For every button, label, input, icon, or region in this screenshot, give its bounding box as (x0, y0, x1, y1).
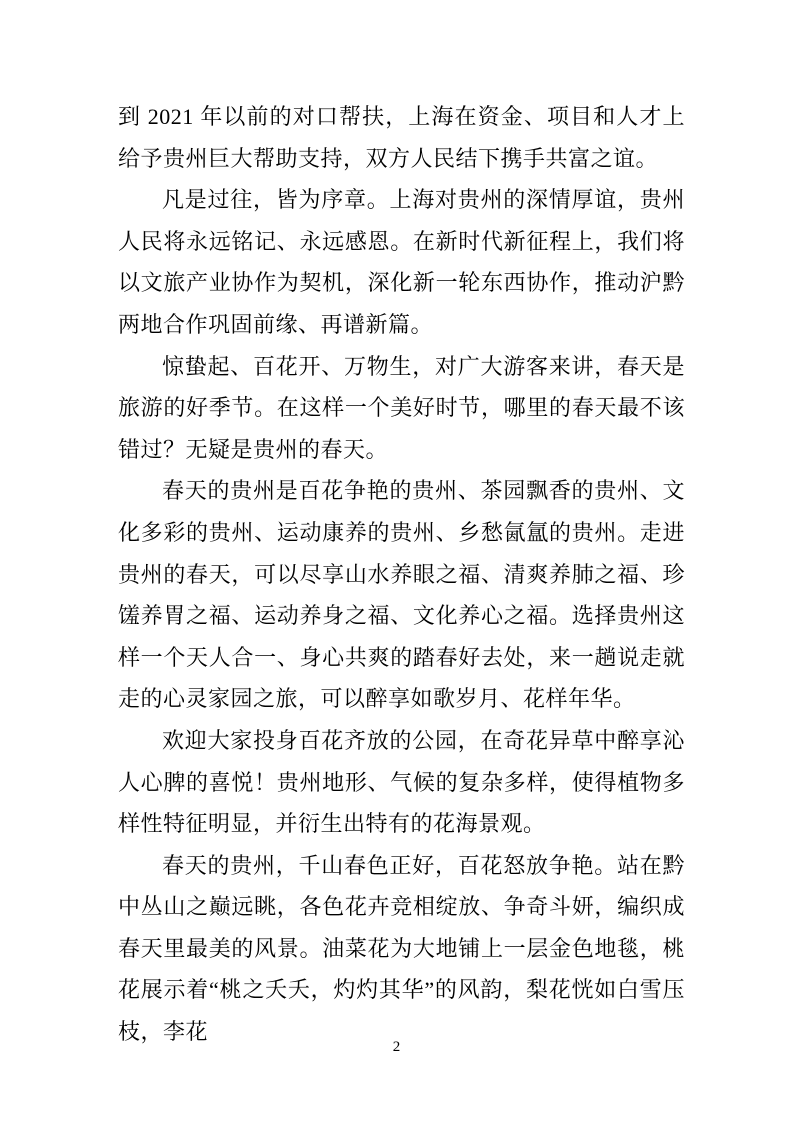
paragraph: 到 2021 年以前的对口帮扶，上海在资金、项目和人才上给予贵州巨大帮助支持，双方人民结下携手共富之谊。 (118, 104, 685, 171)
document-body (118, 96, 685, 1053)
paragraph: 惊蛰起、百花开、万物生，对广大游客来讲，春天是旅游的好季节。在这样一个美好时节，哪里的春天最不该错过？无疑是贵州的春天。 (118, 353, 685, 462)
paragraph: 春天的贵州，千山春色正好，百花怒放争艳。站在黔中丛山之巅远眺，各色花卉竞相绽放、争奇斗妍，编织成春天里最美的风景。油菜花为大地铺上一层金色地毯，桃花展示着“桃之夭夭，灼灼其华”的风韵，梨花恍如白雪压枝，李花 (118, 852, 685, 1045)
page-number: 2 (392, 1039, 401, 1055)
paragraph: 春天的贵州是百花争艳的贵州、茶园飘香的贵州、文化多彩的贵州、运动康养的贵州、乡愁氤氲的贵州。走进贵州的春天，可以尽享山水养眼之福、清爽养肺之福、珍馐养胃之福、运动养身之福、文化养心之福。选择贵州这样一个天人合一、身心共爽的踏春好去处，来一趟说走就走的心灵家园之旅，可以醉享如歌岁月、花样年华。 (118, 478, 685, 712)
paragraph: 凡是过往，皆为序章。上海对贵州的深情厚谊，贵州人民将永远铭记、永远感恩。在新时代新征程上，我们将以文旅产业协作为契机，深化新一轮东西协作，推动沪黔两地合作巩固前缘、再谱新篇。 (118, 187, 685, 337)
paragraph: 欢迎大家投身百花齐放的公园，在奇花异草中醉享沁人心脾的喜悦！贵州地形、气候的复杂多样，使得植物多样性特征明显，并衍生出特有的花海景观。 (118, 727, 685, 837)
